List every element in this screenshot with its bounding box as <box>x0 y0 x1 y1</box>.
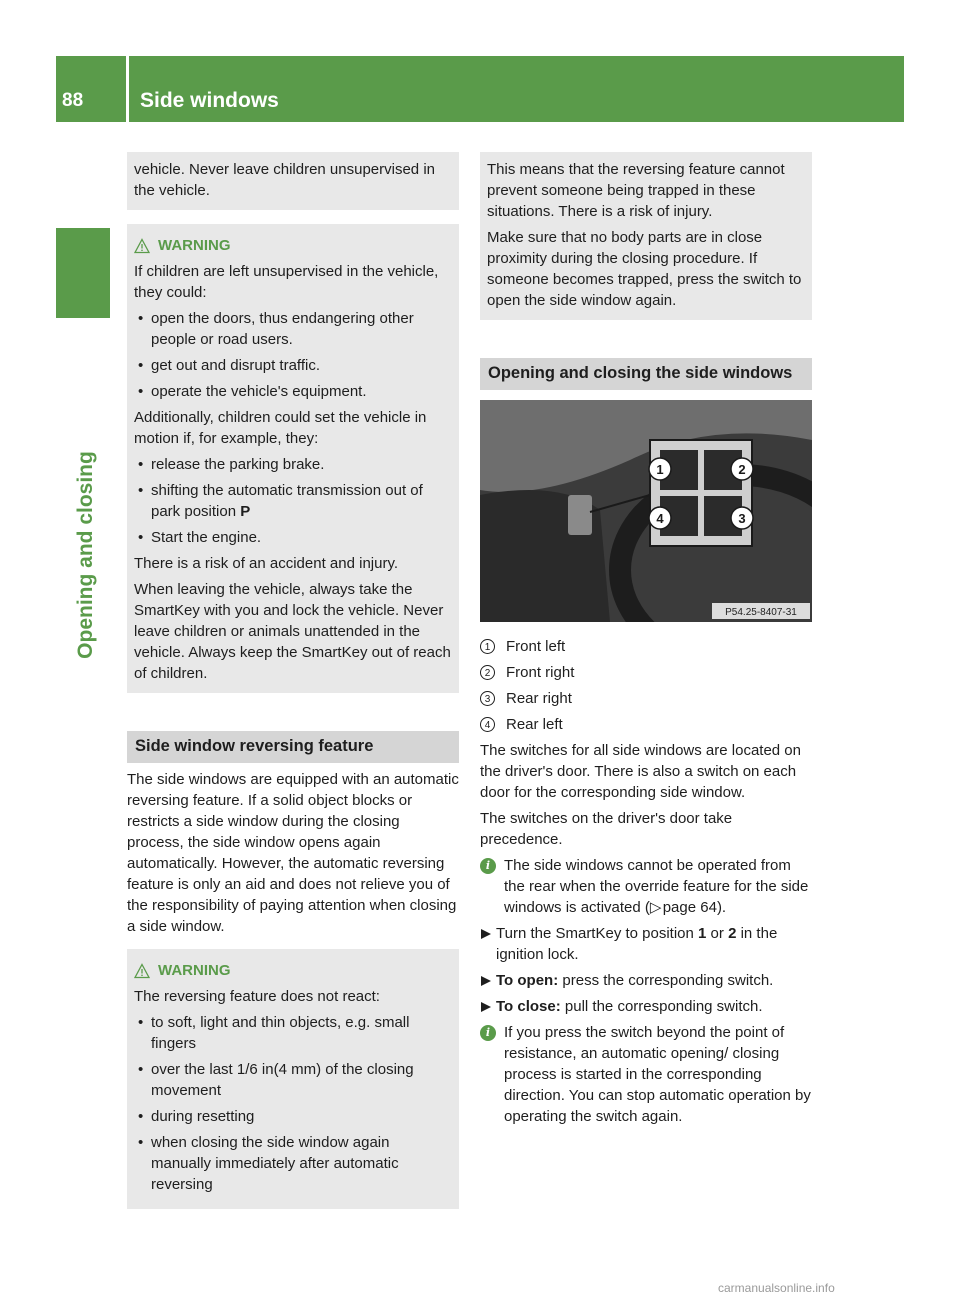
warning-triangle-icon <box>134 963 150 979</box>
legend-number: 1 <box>480 639 495 654</box>
info-note-override <box>480 855 812 918</box>
warning-continued-text: Make sure that no body parts are in close proximity during the closing procedure. If someone becomes trapped, press the switch to open the side window again. <box>487 229 802 309</box>
list-item: • over the last 1/6 in(4 mm) of the closing movement <box>134 1059 452 1101</box>
watermark: carmanualsonline.info <box>718 1281 835 1295</box>
reversing-body <box>127 769 459 937</box>
left-column <box>127 152 459 1209</box>
warning-list-a <box>134 308 452 402</box>
legend-label: Rear right <box>506 690 572 707</box>
list-item: • get out and disrupt traffic. <box>134 355 452 376</box>
list-item: • when closing the side window again manually immediately after automatic reversing <box>134 1132 452 1195</box>
warning-closing: When leaving the vehicle, always take the SmartKey with you and lock the vehicle. Never leave children or animals unattended in the vehicle. Always keep the SmartKey out of reach of children. <box>134 581 451 682</box>
info-icon: i <box>480 1025 496 1041</box>
step-text-part: Turn the SmartKey to position <box>496 925 699 942</box>
warning-box-reversing <box>127 949 459 1209</box>
step-arrow-icon <box>480 1001 492 1013</box>
warning-continued-text: This means that the reversing feature cannot prevent someone being trapped in these situations. There is a risk of injury. <box>487 161 785 220</box>
chapter-tab <box>56 228 110 318</box>
step-label: To close: <box>496 998 561 1015</box>
step-text-part: press the corresponding switch. <box>558 972 774 989</box>
info-icon: i <box>480 858 496 874</box>
list-item: • to soft, light and thin objects, e.g. small fingers <box>134 1012 452 1054</box>
list-item: • operate the vehicle's equipment. <box>134 381 452 402</box>
legend-item <box>480 636 812 657</box>
callout-3-label: 3 <box>738 511 746 526</box>
callout-4-label: 4 <box>656 511 664 526</box>
step-arrow-icon <box>480 975 492 987</box>
legend-item <box>480 714 812 735</box>
info-note-automatic <box>480 1022 812 1127</box>
step-arrow-icon <box>480 928 492 940</box>
list-item <box>134 480 452 522</box>
warning-label: WARNING <box>158 237 231 254</box>
step-text <box>496 970 773 991</box>
warning-lead: The reversing feature does not react: <box>134 988 380 1005</box>
section-heading-reversing: Side window reversing feature <box>127 731 459 763</box>
paragraph: The switches for all side windows are located on the driver's door. There is also a switch on each door for the corresponding side window. <box>480 742 801 801</box>
callout-2-label: 2 <box>738 462 746 477</box>
warning-box-children <box>127 224 459 693</box>
legend-number: 3 <box>480 691 495 706</box>
legend-label: Front right <box>506 664 575 681</box>
step-text-part: or <box>706 925 729 942</box>
park-position-letter: P <box>240 503 251 520</box>
legend-number: 2 <box>480 665 495 680</box>
step-text-part: pull the corresponding switch. <box>560 998 763 1015</box>
key-position-2: 2 <box>728 925 737 942</box>
page-ref-link[interactable]: page 64). <box>662 899 727 916</box>
section-heading-opening: Opening and closing the side windows <box>480 358 812 390</box>
warning-lead: If children are left unsupervised in the vehicle, they could: <box>134 263 439 301</box>
callout-1-label: 1 <box>656 462 664 477</box>
step-label: To open: <box>496 972 559 989</box>
paragraph: The switches on the driver's door take precedence. <box>480 810 733 848</box>
step-text-part: in the ignition lock. <box>496 925 778 963</box>
opening-body <box>480 740 812 850</box>
legend-item <box>480 688 812 709</box>
warning-title <box>134 235 452 256</box>
chapter-label: Opening and closing <box>74 451 97 659</box>
warning-middle: Additionally, children could set the vehicle in motion if, for example, they: <box>134 409 427 447</box>
warning-title <box>134 960 452 981</box>
list-item: • during resetting <box>134 1106 452 1127</box>
legend-item <box>480 662 812 683</box>
page-number: 88 <box>62 90 84 111</box>
switch-panel-small <box>568 495 592 535</box>
figure-legend <box>480 636 812 735</box>
warning-list <box>134 1012 452 1195</box>
step-open <box>480 970 812 991</box>
figure-code: P54.25-8407-31 <box>725 607 797 618</box>
info-text <box>504 855 812 918</box>
warning-risk: There is a risk of an accident and injury. <box>134 555 399 572</box>
list-item: • release the parking brake. <box>134 454 452 475</box>
page-ref-arrow-icon: ▷ <box>649 899 662 916</box>
key-position-1: 1 <box>698 925 707 942</box>
warning-list-b <box>134 454 452 548</box>
info-text-main: The side windows cannot be operated from the rear when the override feature for the side windows is activated ( <box>504 857 809 916</box>
step-text <box>496 923 812 965</box>
intro-text: vehicle. Never leave children unsupervised in the vehicle. <box>134 161 435 199</box>
right-column <box>480 152 812 1132</box>
warning-triangle-icon <box>134 238 150 254</box>
list-item-text: shifting the automatic transmission out of park position <box>151 482 423 520</box>
legend-label: Front left <box>506 638 566 655</box>
list-item: • open the doors, thus endangering other people or road users. <box>134 308 452 350</box>
window-switch-photo <box>480 400 812 622</box>
header-divider <box>126 56 129 122</box>
warning-continued-box <box>480 152 812 320</box>
intro-box <box>127 152 459 210</box>
legend-label: Rear left <box>506 716 563 733</box>
warning-label: WARNING <box>158 962 231 979</box>
reversing-paragraph: The side windows are equipped with an automatic reversing feature. If a solid object blocks or restricts a side window during the closing process, the side window opens again automatically. However, the automatic reversing feature is only an aid and does not relieve you of the responsibility of paying attention when closing a side window. <box>127 771 459 935</box>
info-text: If you press the switch beyond the point of resistance, an automatic opening/ closing process is started in the corresponding direction. You can stop automatic operation by operating the switch again. <box>504 1024 811 1125</box>
step-close <box>480 996 812 1017</box>
list-item: • Start the engine. <box>134 527 452 548</box>
legend-number: 4 <box>480 717 495 732</box>
step-smartkey <box>480 923 812 965</box>
page-title: Side windows <box>140 89 279 112</box>
step-text <box>496 996 763 1017</box>
